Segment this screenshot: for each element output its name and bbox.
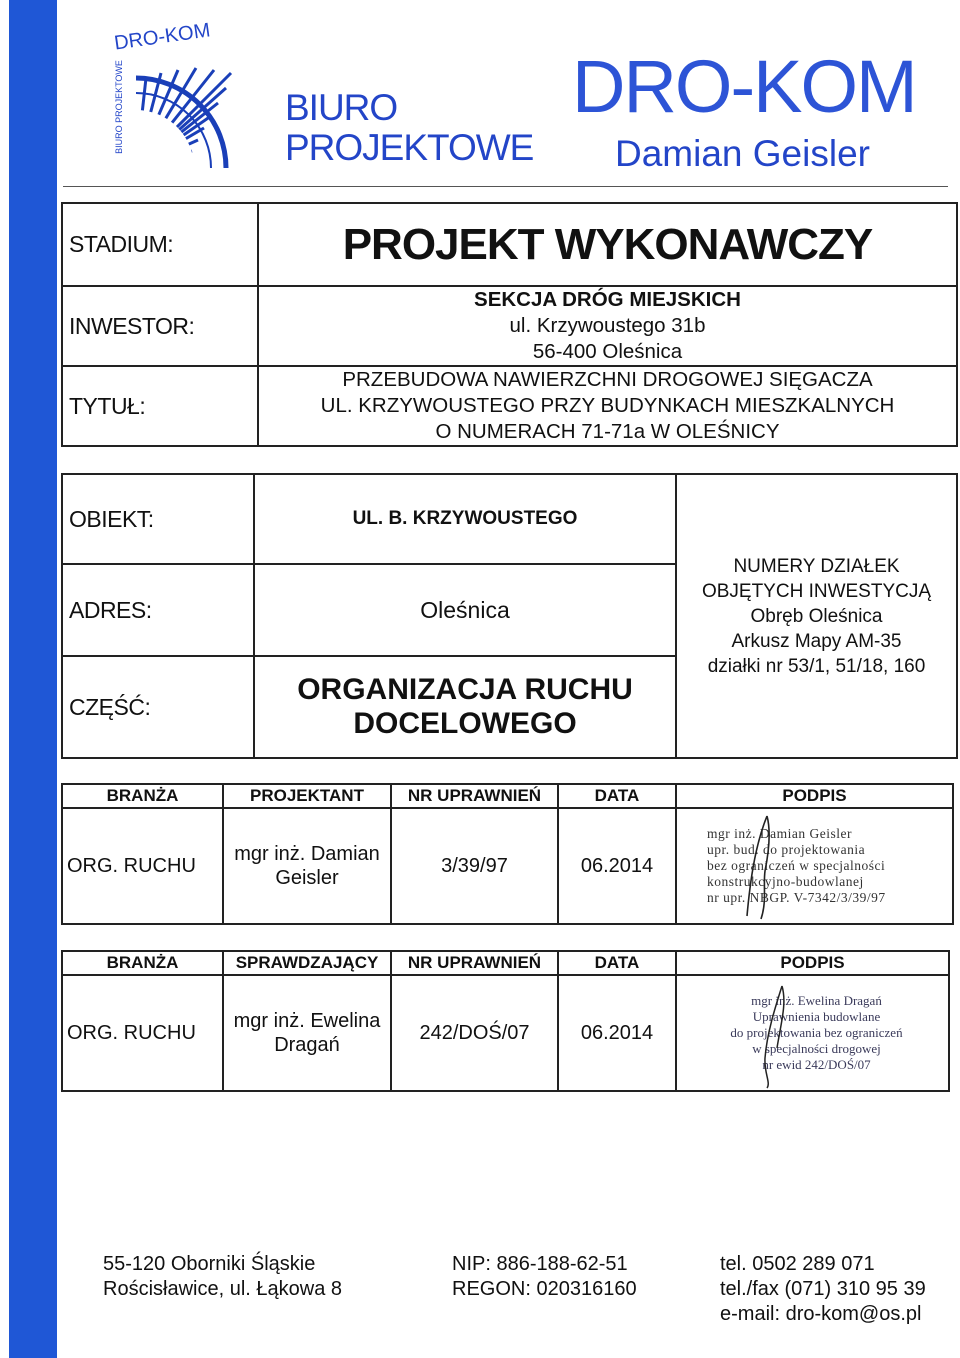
row-license: 3/39/97 <box>391 808 558 924</box>
inwestor-label: INWESTOR: <box>62 286 258 366</box>
stadium-label: STADIUM: <box>62 203 258 286</box>
brand-name: DRO-KOM <box>572 45 916 128</box>
row-branza-2: ORG. RUCHU <box>62 975 223 1091</box>
checker-table <box>61 950 950 1092</box>
biuro-projektowe-title: BIURO PROJEKTOWE <box>285 87 534 168</box>
obiekt-value: UL. B. KRZYWOUSTEGO <box>254 474 676 564</box>
footer-address: 55-120 Oborniki Śląskie Rościsławice, ul. Łąkowa 8 <box>103 1253 342 1300</box>
adres-label: ADRES: <box>62 564 254 656</box>
logo-arc-text: DRO-KOM <box>112 19 212 55</box>
stadium-value: PROJEKT WYKONAWCZY <box>258 203 957 286</box>
header-divider <box>63 186 948 187</box>
object-table <box>61 473 958 759</box>
header-data: DATA <box>558 784 676 808</box>
blue-sidebar <box>9 0 57 1358</box>
company-logo <box>106 18 246 178</box>
row-checker-name: mgr inż. Ewelina Dragań <box>223 975 391 1091</box>
tytul-label: TYTUŁ: <box>62 366 258 446</box>
header-nr-uprawnien-2: NR UPRAWNIEŃ <box>391 951 558 975</box>
obiekt-label: OBIEKT: <box>62 474 254 564</box>
header-branza: BRANŻA <box>62 784 223 808</box>
footer-contact: tel. 0502 289 071 tel./fax (071) 310 95 39 e-mail: dro-kom@os.pl <box>720 1253 926 1325</box>
header-sprawdzajacy: SPRAWDZAJĄCY <box>223 951 391 975</box>
header-data-2: DATA <box>558 951 676 975</box>
row-date: 06.2014 <box>558 808 676 924</box>
checker-signature-mark <box>737 978 817 1090</box>
designer-signature <box>676 808 953 924</box>
checker-stamp: mgr inż. Ewelina Dragań Uprawnienia budowlane do projektowania bez ograniczeń w specjalności drogowej nr ewid 242/DOŚ/07 <box>730 993 903 1072</box>
designer-signature-mark <box>737 811 817 923</box>
header-nr-uprawnien: NR UPRAWNIEŃ <box>391 784 558 808</box>
logo-side-text: BIURO PROJEKTOWE <box>113 60 124 154</box>
czesc-label: CZĘŚĆ: <box>62 656 254 758</box>
tytul-value: PRZEBUDOWA NAWIERZCHNI DROGOWEJ SIĘGACZA UL. KRZYWOUSTEGO PRZY BUDYNKACH MIESZKALNYCH O NUMERACH 71-71a W OLEŚNICY <box>258 366 957 446</box>
header-podpis-2: PODPIS <box>676 951 949 975</box>
designer-table <box>61 783 954 925</box>
brand-owner: Damian Geisler <box>615 133 870 174</box>
designer-stamp: mgr inż. Damian Geisler upr. bud. do projektowania bez ograniczeń w specjalności konstrukcyjno-budowlanej nr upr. NBGP. V-7342/3/39/97 <box>707 826 886 905</box>
row-date-2: 06.2014 <box>558 975 676 1091</box>
row-designer-name: mgr inż. Damian Geisler <box>223 808 391 924</box>
info-table <box>61 202 958 447</box>
header-branza-2: BRANŻA <box>62 951 223 975</box>
checker-signature <box>676 975 949 1091</box>
adres-value: Oleśnica <box>254 564 676 656</box>
header-projektant: PROJEKTANT <box>223 784 391 808</box>
plots-info: NUMERY DZIAŁEK OBJĘTYCH INWESTYCJĄ Obręb Oleśnica Arkusz Mapy AM-35 działki nr 53/1, 51/18, 160 <box>676 474 957 758</box>
header-podpis: PODPIS <box>676 784 953 808</box>
footer-ids: NIP: 886-188-62-51 REGON: 020316160 <box>452 1253 637 1300</box>
czesc-value: ORGANIZACJA RUCHU DOCELOWEGO <box>254 656 676 758</box>
row-license-2: 242/DOŚ/07 <box>391 975 558 1091</box>
row-branza: ORG. RUCHU <box>62 808 223 924</box>
inwestor-value: SEKCJA DRÓG MIEJSKICH ul. Krzywoustego 31b 56-400 Oleśnica <box>258 286 957 366</box>
